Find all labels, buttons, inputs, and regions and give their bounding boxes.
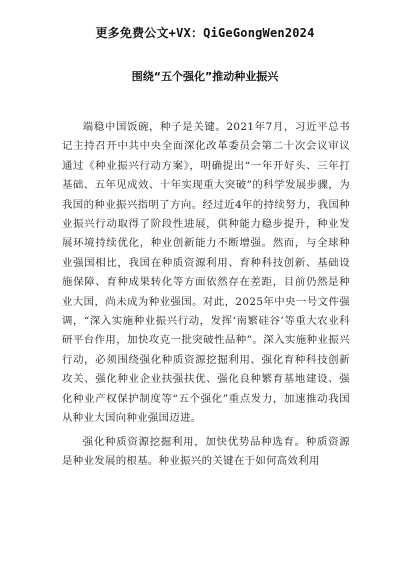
body-paragraph-1: 端稳中国饭碗，种子是关键。2021年7月，习近平总书记主持召开中共中央全面深化改革委员会第二十次会议审议通过《种业振兴行动方案》，明确提出“一年开好头、三年打基础、五年见成效、十年实现重大突破”的科学发展步骤，为我国的种业振兴指明了方向。经过近4年的持续努力，我国种业振兴行动取得了阶段性进展，供种能力稳步提升，种业发展环境持续优化，种业创新能力不断增强。然而，与全球种业强国相比，我国在种质资源利用、育种科技创新、基础设施保障、育种成果转化等方面依然存在差距，目前仍然是种业大国，尚未成为种业强国。对此，2025年中央一号文件强调，“深入实施种业振兴行动，发挥‘南繁硅谷’等重大农业科研平台作用，加快攻克一批突破性品种”。深入实施种业振兴行动，必须围绕强化种质资源挖掘利用、强化育种科技创新攻关、强化种业企业扶强扶优、强化良种繁育基地建设、强化种业产权保护制度等“五个强化”重点发力，加速推动我国从种业大国向种业强国迈进。 [62,121,350,425]
watermark-header: 更多免费公文+VX：QiGeGongWen2024 [95,26,315,40]
document-body [62,118,350,471]
document-title: 围绕“五个强化”推动种业振兴 [131,70,279,83]
body-paragraph-2: 强化种质资源挖掘利用，加快优势品种选育。种质资源是种业发展的根基。种业振兴的关键在于如何高效利用 [62,435,350,467]
